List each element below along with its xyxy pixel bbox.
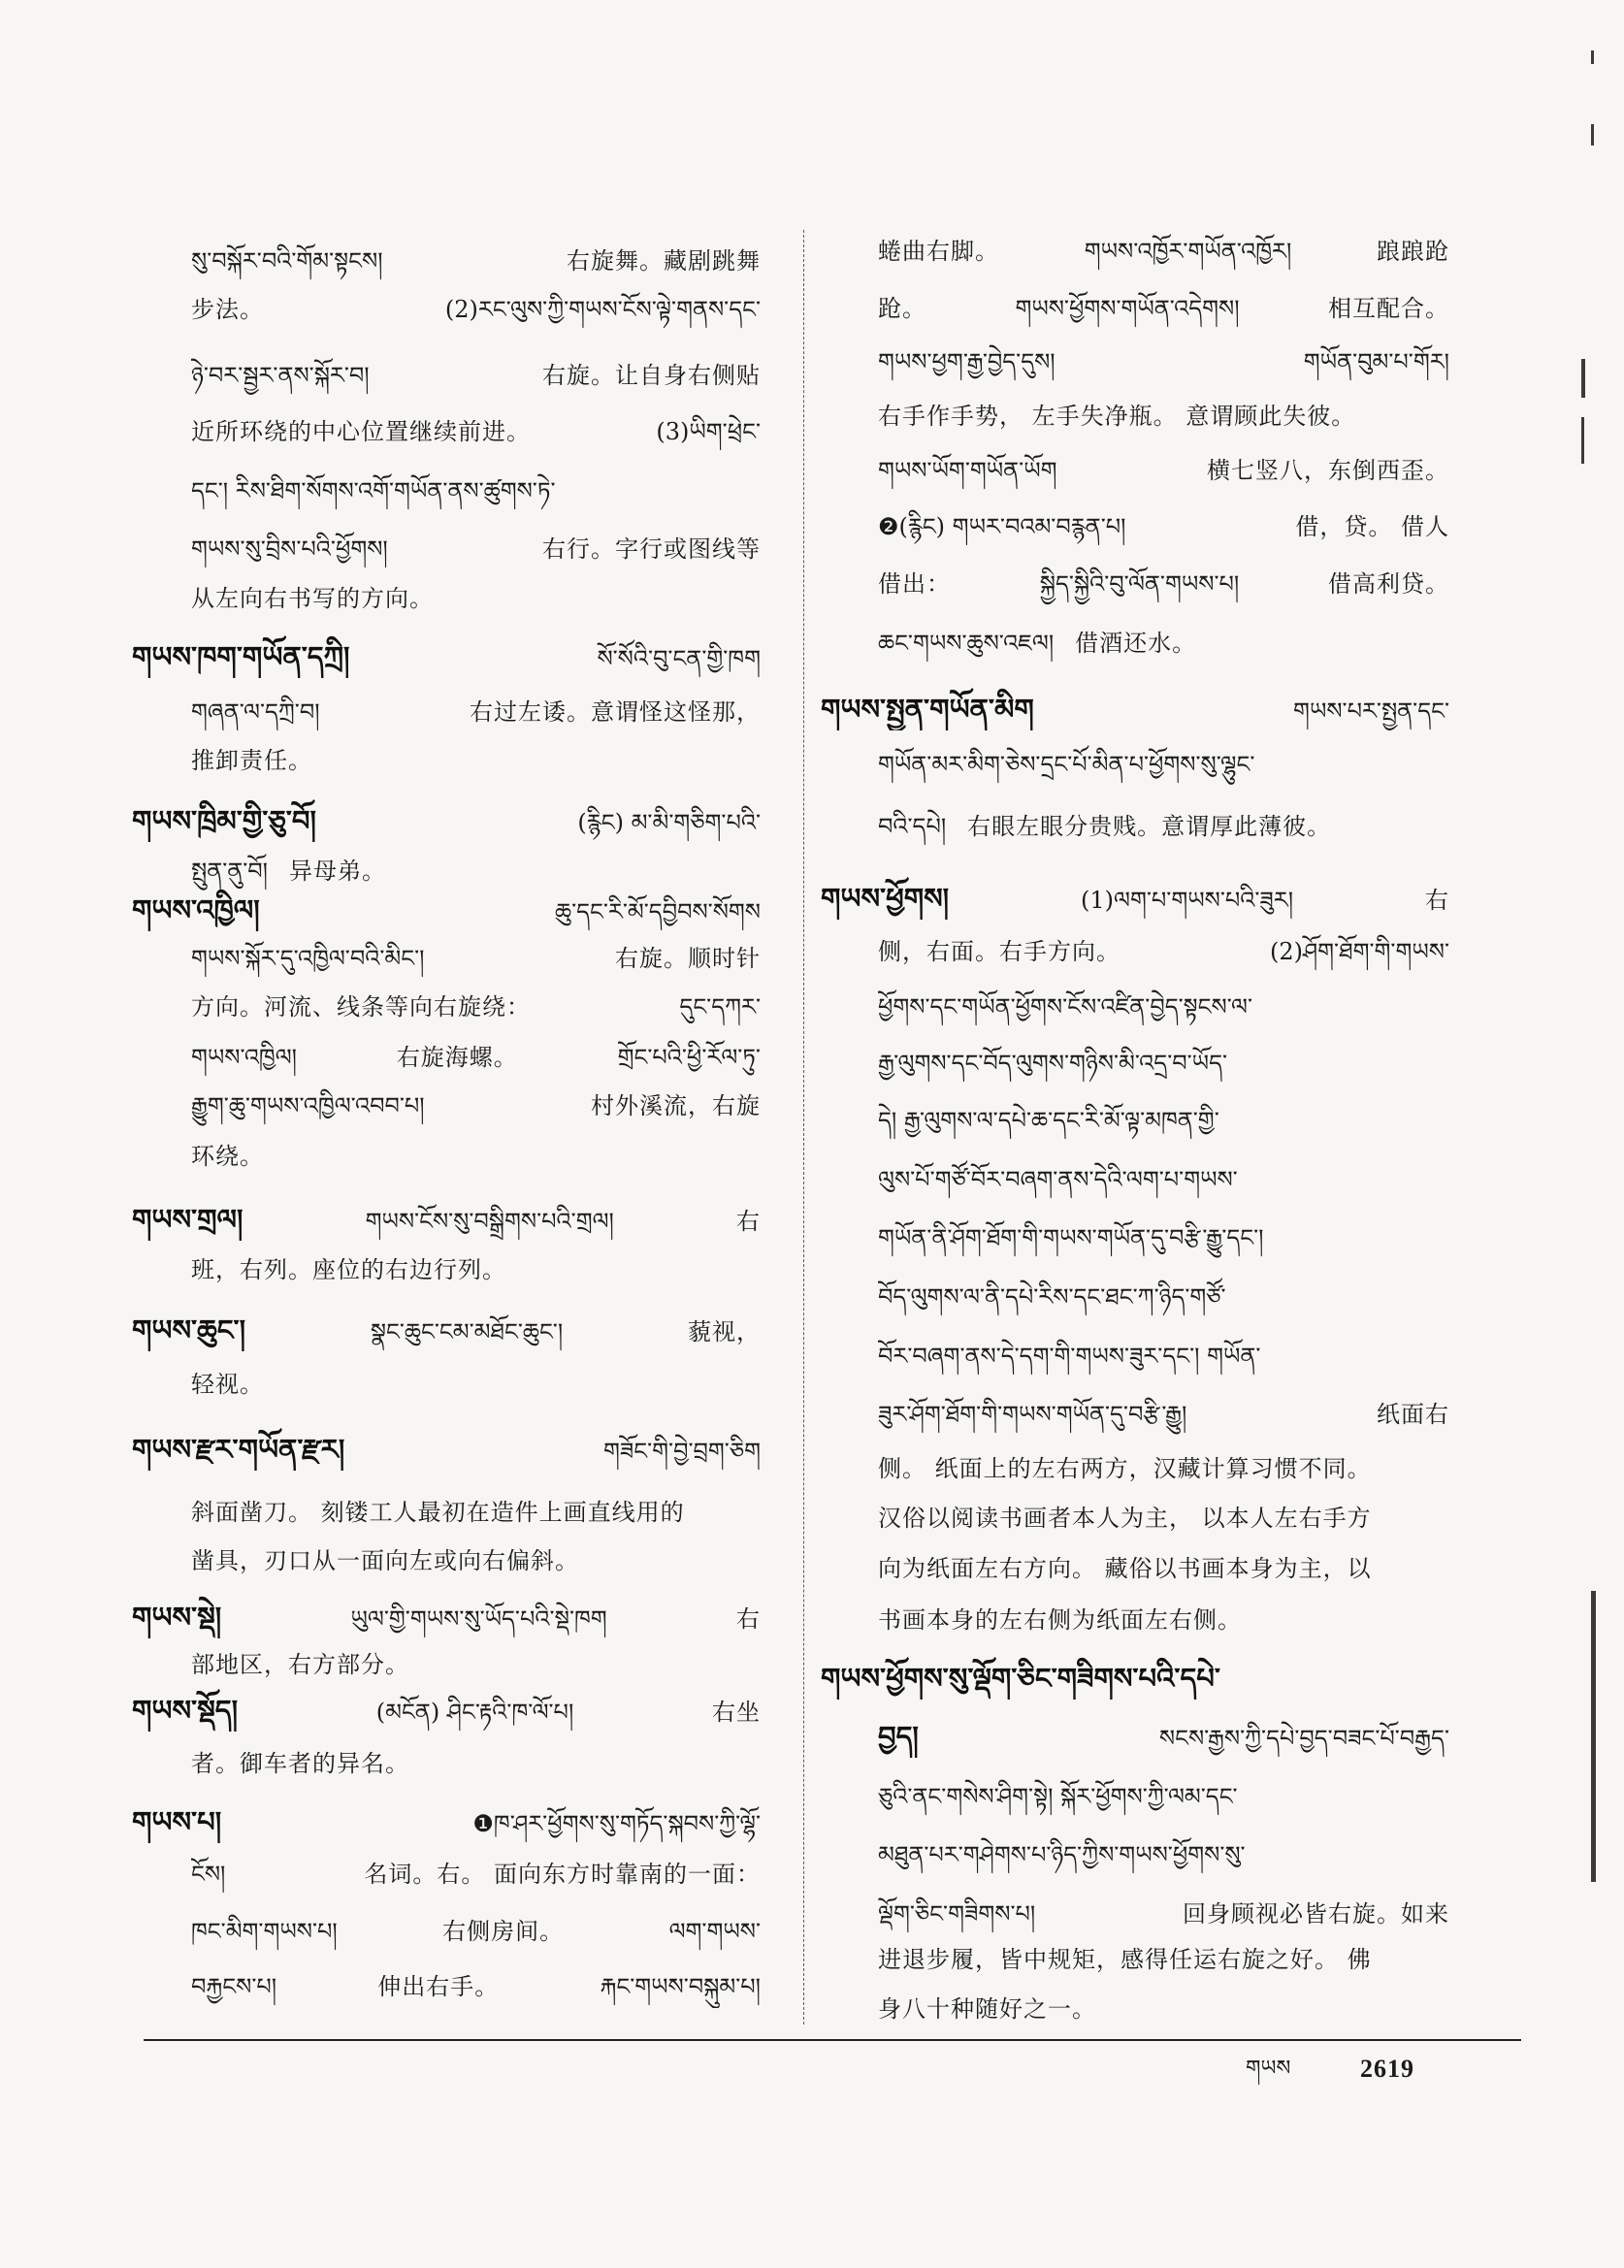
running-head: གཡས (1246, 2057, 1291, 2081)
text-line (878, 743, 1449, 786)
tibetan-text: གཡས་སུ་བྲིས་པའི་ཕྱོགས། (191, 535, 388, 563)
tibetan-text: སུ་བསྐོར་བའི་གོམ་སྟངས། (191, 247, 383, 275)
chinese-text: 右坐 (711, 1699, 761, 1726)
text-line (191, 691, 761, 733)
entry-headline (132, 799, 761, 842)
chinese-text: 斜面凿刀。 刻镂工人最初在造件上画直线用的 (191, 1499, 685, 1526)
tibetan-text: ངོས། (191, 1861, 226, 1888)
text-line (191, 1965, 761, 2008)
chinese-text: 班，右列。座位的右边行列。 (191, 1256, 506, 1283)
text-line (878, 805, 1449, 848)
text-line (191, 1643, 761, 1686)
text-line (878, 287, 1449, 330)
tibetan-text: གཞན་ལ་དཀྲི་བ། (191, 698, 320, 726)
text-line (878, 1497, 1449, 1539)
entry-headline (132, 1309, 761, 1351)
tibetan-text: ལྡོག་ཅིང་གཟིགས་པ། (878, 1900, 1036, 1928)
text-line (191, 410, 761, 453)
tibetan-text: ❷(རྙིང) གཡར་བའམ་བརྙན་པ། (878, 513, 1126, 540)
tibetan-text: ❶ཁ་ཤར་ཕྱོགས་སུ་གཏོད་སྐབས་ཀྱི་ལྷོ་ (472, 1810, 761, 1837)
tibetan-text: མཐུན་པར་གཤེགས་པ་ཉིད་ཀྱིས་གཡས་ཕྱོགས་སུ་ (878, 1841, 1246, 1868)
tibetan-text: (མངོན) ཤིང་རྟའི་ཁ་ལོ་པ། (375, 1699, 574, 1726)
chinese-text: 村外溪流，右旋 (591, 1092, 761, 1119)
entry-headline (132, 1198, 761, 1241)
text-line (878, 1599, 1449, 1641)
entry-headline (132, 1800, 761, 1843)
text-line (191, 1363, 761, 1406)
text-line (878, 1216, 1449, 1259)
tibetan-text: ཆང་གཡས་ཆུས་འཇལ། (878, 630, 1055, 657)
chinese-text: 进退步履，皆中规矩，感得任运右旋之好。 佛 (878, 1946, 1372, 1973)
tibetan-text: དེ། རྒྱ་ལུགས་ལ་དཔེ་ཆ་དང་རི་མོ་ལྟ་མཁན་གྱི་ (878, 1107, 1219, 1134)
text-line (191, 354, 761, 397)
text-line (191, 1491, 761, 1534)
tibetan-text: གཡོན་མར་མིག་ཅེས་དྲང་པོ་མིན་པ་ཕྱོགས་སུ་ལྷུང་ (878, 751, 1255, 778)
footer-rule (144, 2039, 1521, 2041)
tibetan-text: རྒྱ་ལུགས་དང་བོད་ལུགས་གཉིས་མི་འདྲ་བ་ཡོད་ (878, 1050, 1227, 1077)
text-line (878, 1042, 1449, 1085)
tibetan-text: སྣང་ཆུང་ངམ་མཐོང་ཆུང་། (370, 1318, 564, 1345)
text-line (878, 1158, 1449, 1201)
text-line (878, 1276, 1449, 1318)
chinese-text: 右 (1424, 887, 1449, 914)
chinese-text: 纸面右 (1377, 1401, 1449, 1428)
tibetan-text: གཡས་ཕྱོགས་གཡོན་འདེགས། (1015, 295, 1240, 322)
chinese-text: 相互配合。 (1328, 295, 1449, 322)
chinese-text: 步法。 (191, 296, 264, 323)
text-line (878, 1775, 1449, 1818)
page-number: 2619 (1360, 2055, 1414, 2083)
chinese-text: 借高利贷。 (1327, 570, 1449, 598)
entry-headline (821, 1657, 1449, 1700)
text-line (878, 1335, 1449, 1377)
text-line (191, 937, 761, 980)
column-divider (803, 230, 804, 2025)
text-line (878, 1715, 1449, 1758)
headword: གཡས་ཆུང་། (132, 1313, 246, 1346)
tibetan-text: བོར་བཞག་ནས་དེ་དག་གི་གཡས་ཟུར་དང་། གཡོན་ (878, 1343, 1261, 1370)
tibetan-text: ལག་གཡས་ (668, 1918, 761, 1945)
chinese-text: 右 (735, 1208, 761, 1235)
text-line (191, 986, 761, 1028)
text-line (191, 528, 761, 570)
text-line (878, 1938, 1449, 1981)
chinese-text: 右侧房间。 (442, 1918, 565, 1945)
text-line (878, 505, 1449, 548)
chinese-text: 凿具，刃口从一面向左或向右偏斜。 (191, 1547, 579, 1574)
headword: གཡས་སྤྱན་གཡོན་མིག (821, 693, 1034, 726)
tibetan-text: ལུས་པོ་གཙོ་བོར་བཞག་ནས་དེའི་ལག་པ་གཡས་ (878, 1166, 1238, 1193)
entry-headline (132, 1596, 761, 1638)
tibetan-text: (2)རང་ལུས་ཀྱི་གཡས་ངོས་ལྟེ་གནས་དང་ (444, 296, 761, 323)
tibetan-text: བའི་དཔེ། (878, 813, 947, 840)
headword: གཡས་ཕྱོགས། (821, 882, 950, 915)
tibetan-text: ཕྱོགས་དང་གཡོན་ཕྱོགས་ངོས་འཛིན་བྱེད་སྟངས་ལ་ (878, 993, 1253, 1021)
text-line (191, 1742, 761, 1785)
text-line (191, 470, 761, 512)
text-line (878, 1988, 1449, 2030)
headword: གཡས་སྡེ། (132, 1601, 222, 1634)
chinese-text: 右过左诿。意谓怪这怪那， (470, 698, 761, 726)
chinese-text: 跄。 (878, 295, 926, 322)
text-line (191, 1910, 761, 1953)
text-line (878, 1099, 1449, 1142)
tibetan-text: ཅུའི་ནང་གསེས་ཤིག་སྟེ། སྐོར་ཕྱོགས་ཀྱི་ལམ་དང་ (878, 1783, 1238, 1810)
tibetan-text: གཡས་འཁྱིལ། (191, 1044, 298, 1071)
entry-headline (132, 1428, 761, 1471)
entry-headline (821, 877, 1449, 920)
chinese-text: 向为纸面左右方向。 藏俗以书画本身为主，以 (878, 1555, 1372, 1582)
tibetan-text: གཡོན་བུམ་པ་གོར། (1303, 348, 1449, 375)
text-line (191, 850, 761, 892)
tibetan-text: གཡས་ཕྱག་རྒྱ་བྱེད་དུས། (878, 348, 1056, 375)
tibetan-text: སངས་རྒྱས་ཀྱི་དཔེ་བྱད་བཟང་པོ་བརྒྱད་ (1158, 1725, 1449, 1752)
tibetan-text: གཡས་པར་སྤྱན་དང་ (1293, 697, 1449, 725)
chinese-text: 名词。右。 面向东方时靠南的一面： (364, 1861, 761, 1888)
text-line (878, 230, 1449, 273)
text-line (191, 1539, 761, 1582)
text-line (191, 240, 761, 282)
tibetan-text: གཡས་སྐོར་དུ་འཁྱིལ་བའི་མིང་། (191, 945, 425, 972)
headword: གཡས་པ། (132, 1805, 222, 1838)
tibetan-text: ཁང་མིག་གཡས་པ། (191, 1918, 338, 1945)
text-line (878, 1833, 1449, 1876)
text-line (191, 1036, 761, 1079)
tibetan-text: རྒྱུག་ཆུ་གཡས་འཁྱིལ་འབབ་པ། (191, 1092, 425, 1119)
headword: གཡས་འཁྱིལ། (132, 893, 260, 926)
chinese-text: 右旋海螺。 (396, 1044, 518, 1071)
tibetan-text: ཡུལ་གྱི་གཡས་སུ་ཡོད་པའི་སྡེ་ཁག (350, 1605, 607, 1633)
headword: གཡས་རྫར་གཡོན་རྫར། (132, 1433, 345, 1466)
tibetan-text: སྤུན་ནུ་བོ། (191, 858, 269, 885)
tibetan-text: ཉེ་བར་སྦྱར་ནས་སྐོར་བ། (191, 362, 370, 389)
chinese-text: 侧。 纸面上的左右两方，汉藏计算习惯不同。 (878, 1455, 1372, 1482)
tibetan-text: གཡས་ཡོག་གཡོན་ཡོག (878, 457, 1057, 484)
chinese-text: 右眼左眼分贵贱。意谓厚此薄彼。 (967, 813, 1332, 840)
entry-headline (132, 889, 761, 931)
chinese-text: 轻视。 (191, 1371, 264, 1398)
text-line (878, 340, 1449, 383)
chinese-text: 部地区，右方部分。 (191, 1651, 409, 1678)
headword: གཡས་ཁྲིམ་གྱི་ཅུ་བོ། (132, 804, 316, 837)
chinese-text: 推卸责任。 (191, 747, 312, 774)
chinese-text: 蜷曲右脚。 (878, 238, 999, 265)
scan-edge-mark (1591, 124, 1594, 146)
tibetan-text: བོད་ལུགས་ལ་ནི་དཔེ་རིས་དང་ཐང་ཀ་ཉིད་གཙོ་ (878, 1283, 1226, 1311)
chinese-text: 右旋。顺时针 (615, 945, 761, 972)
text-line (191, 1248, 761, 1291)
chinese-text: 藐视， (687, 1318, 761, 1345)
chinese-text: 者。御车者的异名。 (191, 1750, 409, 1777)
chinese-text: 右手作手势， 左手失净瓶。 意谓顾此失彼。 (878, 403, 1356, 430)
scan-edge-mark (1581, 417, 1584, 464)
chinese-text: 身八十种随好之一。 (878, 1995, 1096, 2023)
chinese-text: 右行。字行或图线等 (542, 535, 761, 563)
chinese-text: 汉俗以阅读书画者本人为主， 以本人左右手方 (878, 1505, 1372, 1532)
tibetan-text: (1)ལག་པ་གཡས་པའི་ཟུར། (1081, 887, 1294, 914)
chinese-text: 借酒还水。 (1075, 630, 1197, 657)
tibetan-text: དང་། རིས་ཐིག་སོགས་འགོ་གཡོན་ནས་ཚུགས་ཏེ་ (191, 477, 556, 504)
chinese-text: 近所环绕的中心位置继续前进。 (191, 418, 531, 445)
text-line (878, 395, 1449, 437)
chinese-text: 异母弟。 (289, 858, 387, 885)
tibetan-text: སོ་སོའི་བུ་ངན་གྱི་ཁག (597, 645, 761, 672)
tibetan-text: གཟོང་གི་བྱེ་བྲག་ཅིག (603, 1438, 761, 1465)
text-line (878, 1893, 1449, 1935)
chinese-text: 回身顾视必皆右旋。如来 (1183, 1900, 1449, 1928)
scan-edge-mark (1591, 1591, 1596, 1882)
headword: གཡས་ཁག་གཡོན་དཀྲི། (132, 640, 350, 673)
tibetan-text: རྐང་གཡས་བསྐུམ་པ། (600, 1973, 761, 2000)
text-line (191, 739, 761, 782)
chinese-text: 从左向右书写的方向。 (191, 585, 434, 612)
chinese-text: 借，贷。 借人 (1295, 513, 1449, 540)
tibetan-text: དུང་དཀར་ (679, 993, 761, 1021)
chinese-text: 环绕。 (191, 1143, 264, 1170)
headword: གཡས་གྲལ། (132, 1203, 244, 1236)
chinese-text: 右 (735, 1605, 761, 1633)
chinese-text: 书画本身的左右侧为纸面左右侧。 (878, 1606, 1242, 1634)
text-line (191, 1853, 761, 1895)
text-line (191, 577, 761, 620)
text-line (878, 563, 1449, 605)
entry-headline (132, 1689, 761, 1732)
tibetan-text: སྐྱིད་སྐྱིའི་བུ་ལོན་གཡས་པ། (1039, 570, 1240, 598)
tibetan-text: གྲོང་པའི་ཕྱི་རོལ་ཏུ་ (617, 1044, 761, 1071)
text-line (878, 1447, 1449, 1490)
scan-edge-mark (1581, 359, 1585, 398)
chinese-text: 借出： (878, 570, 951, 598)
text-line (878, 622, 1449, 664)
chinese-text: 方向。河流、线条等向右旋绕： (191, 993, 531, 1021)
text-line (191, 288, 761, 331)
tibetan-text: (3)ཡིག་ཕྲེང་ (656, 418, 761, 445)
tibetan-text: ཟུར་ཤོག་ཐོག་གི་གཡས་གཡོན་དུ་བརྩི་རྒྱུ། (878, 1401, 1187, 1428)
entry-headline (821, 688, 1449, 730)
scan-edge-mark (1591, 50, 1594, 64)
text-line (191, 1085, 761, 1127)
tibetan-text: གཡོན་ནི་ཤོག་ཐོག་གི་གཡས་གཡོན་དུ་བརྩི་རྒྱུ་དང་། (878, 1224, 1264, 1251)
text-line (878, 930, 1449, 973)
text-line (878, 986, 1449, 1028)
tibetan-text: ཆུ་དང་རི་མོ་དབྱིབས་སོགས (555, 898, 761, 925)
headword: གཡས་སྡོད། (132, 1694, 239, 1727)
entry-headline (132, 635, 761, 678)
chinese-text: 伸出右手。 (377, 1973, 500, 2000)
chinese-text: 侧，右面。右手方向。 (878, 938, 1121, 965)
text-line (878, 1393, 1449, 1436)
tibetan-text: (རྙིང) མ་མི་གཅིག་པའི་ (577, 809, 761, 836)
text-line (878, 1547, 1449, 1590)
tibetan-text: (2)ཤོག་ཐོག་གི་གཡས་ (1269, 938, 1449, 965)
chinese-text: 踉踉跄 (1377, 238, 1449, 265)
text-line (878, 449, 1449, 492)
chinese-text: 右旋。让自身右侧贴 (542, 362, 761, 389)
headword: བྱད། (878, 1720, 919, 1753)
tibetan-text: བརྐྱངས་པ། (191, 1973, 277, 2000)
chinese-text: 横七竖八，东倒西歪。 (1207, 457, 1449, 484)
headword: གཡས་ཕྱོགས་སུ་ལྡོག་ཅིང་གཟིགས་པའི་དཔེ་ (821, 1662, 1220, 1695)
tibetan-text: གཡས་འཁྱོར་གཡོན་འཁྱོར། (1084, 238, 1292, 265)
text-line (191, 1135, 761, 1178)
tibetan-text: གཡས་ངོས་སུ་བསྒྲིགས་པའི་གྲལ། (365, 1208, 614, 1235)
chinese-text: 右旋舞。藏剧跳舞 (567, 247, 761, 275)
